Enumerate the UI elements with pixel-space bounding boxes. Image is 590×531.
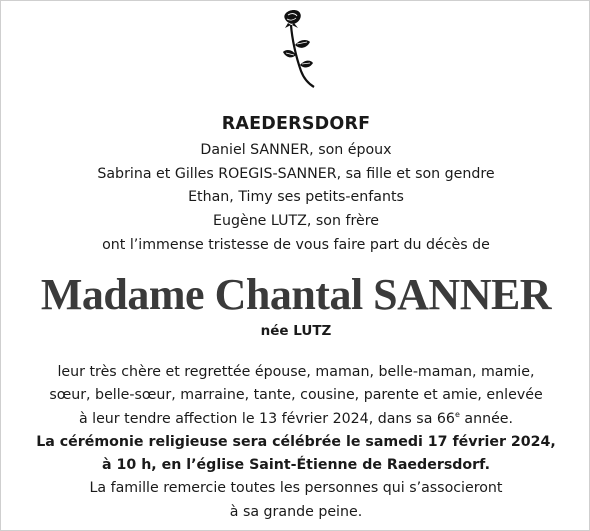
ordinal-suffix: e — [454, 409, 460, 419]
ceremony-line: La cérémonie religieuse sera célébrée le samedi 17 février 2024, — [36, 433, 556, 450]
family-line-husband: Daniel SANNER, son époux — [200, 142, 392, 158]
deceased-name: Madame Chantal SANNER — [40, 270, 552, 319]
thanks-line: La famille remercie toutes les personnes qui s’associeront — [89, 480, 503, 497]
town-heading: RAEDERSDORF — [221, 114, 371, 134]
family-line-brother: Eugène LUTZ, son frère — [213, 213, 379, 230]
tribute-line-date — [1, 408, 590, 431]
rose-icon — [276, 9, 318, 89]
thanks-line: à sa grande peine. — [229, 503, 363, 520]
tribute-date-end: année. — [459, 410, 514, 427]
tribute-line: sœur, belle-sœur, marraine, tante, cousine, parente et amie, enlevée — [49, 387, 543, 404]
announcement-line: ont l’immense tristesse de vous faire part du décès de — [102, 236, 490, 253]
family-list — [1, 139, 590, 258]
family-line-daughter: Sabrina et Gilles ROEGIS-SANNER, sa fille et son gendre — [97, 165, 495, 182]
maiden-name: née LUTZ — [260, 323, 332, 339]
tribute-text — [1, 361, 590, 524]
family-line-grandchildren: Ethan, Timy ses petits-enfants — [188, 189, 404, 206]
tribute-line: leur très chère et regrettée épouse, maman, belle-maman, mamie, — [57, 364, 535, 380]
tribute-date-text: à leur tendre affection le 13 février 2024, dans sa 66 — [78, 410, 455, 427]
ceremony-location-line: à 10 h, en l’église Saint-Étienne de Raedersdorf. — [102, 457, 490, 474]
